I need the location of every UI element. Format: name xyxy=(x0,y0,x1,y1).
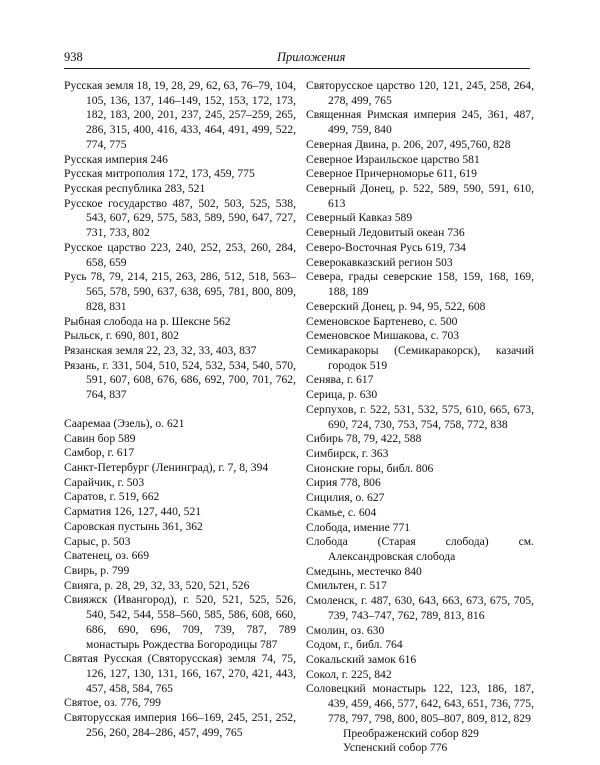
index-entry: Соловецкий монастырь 122, 123, 186, 187, 439, 459, 466, 577, 642, 643, 651, 736, 775, 778, 797, 798, 800, 805–807, 809, 812, 829 xyxy=(306,682,534,725)
index-entry: Северный Кавказ 589 xyxy=(306,211,413,225)
index-entry: Святорусское царство 120, 121, 245, 258, 264, 278, 499, 765 xyxy=(306,79,534,107)
index-entry: Санкт-Петербург (Ленинград), г. 7, 8, 394 xyxy=(64,460,269,474)
index-entry: Серпухов, г. 522, 531, 532, 575, 610, 665, 673, 690, 724, 730, 753, 754, 758, 772, 838 xyxy=(306,402,534,431)
index-entry: Рыльск, г. 690, 801, 802 xyxy=(64,329,179,343)
index-entry: Русское государство 487, 502, 503, 525, 538, 543, 607, 629, 575, 583, 589, 590, 647, 727, 731, 733, 802 xyxy=(64,196,296,240)
index-entry: Свирь, р. 799 xyxy=(64,564,130,577)
index-entry: Северский Донец, р. 94, 95, 522, 608 xyxy=(306,299,486,313)
index-entry: Севера, грады северские 158, 159, 168, 169, 188, 189 xyxy=(306,270,534,299)
index-entry: Смоленск, г. 487, 630, 643, 663, 673, 675, 705, 739, 743–747, 762, 789, 813, 816 xyxy=(306,594,534,622)
index-entry: Рыбная слобода на р. Шексне 562 xyxy=(64,314,231,328)
index-entry: Русская земля 18, 19, 28, 29, 62, 63, 76–79, 104, 105, 136, 137, 146–149, 152, 153, 172, 173, 182, 183, 200, 201, 237, 245, 257–259, 265, 286, 315, 400, 416, 433, 464, 491, 499, 522, 774, 775 xyxy=(64,79,296,151)
index-subentry: Успенский собор 776 xyxy=(343,741,448,755)
index-entry: Северо-Восточная Русь 619, 734 xyxy=(306,240,466,254)
index-entry: Русь 78, 79, 214, 215, 263, 286, 512, 518, 563–565, 578, 590, 637, 638, 695, 781, 800, 809, 828, 831 xyxy=(64,270,296,313)
index-entry: Свияжск (Ивангород), г. 520, 521, 525, 526, 540, 542, 544, 558–560, 585, 586, 608, 660, 686, 690, 696, 709, 739, 787, 789 монастырь Рождества Богородицы 787 xyxy=(64,593,296,651)
index-entry: Северокавказский регион 503 xyxy=(306,255,453,269)
header-rule xyxy=(64,68,530,69)
index-entry: Сарыс, р. 503 xyxy=(64,534,131,548)
index-entry: Смильтен, г. 517 xyxy=(306,579,387,593)
index-entry: Северное Израильское царство 581 xyxy=(306,152,480,166)
index-entry: Северный Ледовитый океан 736 xyxy=(306,226,465,240)
index-entry: Северный Донец, р. 522, 589, 590, 591, 610, 613 xyxy=(306,182,534,210)
index-entry: Сарматия 126, 127, 440, 521 xyxy=(64,505,202,519)
running-header-title: Приложения xyxy=(277,50,346,64)
index-entry: Сокальский замок 616 xyxy=(306,653,417,667)
index-entry: Слобода (Старая слобода) см. Александровская слобода xyxy=(306,535,534,563)
index-entry: Святое, оз. 776, 799 xyxy=(64,696,161,710)
index-entry: Содом, г., библ. 764 xyxy=(306,638,403,652)
index-subentry: Преображенский собор 829 xyxy=(343,726,479,740)
index-entry: Святая Русская (Святорусская) земля 74, 75, 126, 127, 130, 131, 166, 167, 270, 421, 443, 457, 458, 584, 765 xyxy=(64,652,296,695)
index-entry: Савин бор 589 xyxy=(64,431,136,445)
index-entry: Сарайчик, г. 503 xyxy=(64,475,145,489)
index-entry: Сенява, г. 617 xyxy=(306,373,374,387)
index-entry: Русская митрополия 172, 173, 459, 775 xyxy=(64,167,255,181)
index-entry: Серица, р. 630 xyxy=(306,388,378,402)
page-number: 938 xyxy=(64,50,83,64)
index-entry: Свияга, р. 28, 29, 32, 33, 520, 521, 526 xyxy=(64,578,250,592)
index-entry: Семеновское Бартенево, с. 500 xyxy=(306,314,458,328)
index-entry: Рязань, г. 331, 504, 510, 524, 532, 534, 540, 570, 591, 607, 608, 676, 686, 692, 700, 701, 762, 764, 837 xyxy=(64,358,296,402)
index-column-left xyxy=(64,79,296,741)
index-entry: Сирия 778, 806 xyxy=(306,476,381,490)
index-entry: Скамье, с. 604 xyxy=(306,505,377,519)
index-entry: Русская республика 283, 521 xyxy=(64,182,206,196)
index-entry: Сибирь 78, 79, 422, 588 xyxy=(306,432,422,446)
index-entry: Семикаракоры (Семикаракорск), казачий городок 519 xyxy=(306,343,534,372)
index-entry: Симбирск, г. 363 xyxy=(306,446,389,460)
index-entry: Русская империя 246 xyxy=(64,152,168,166)
index-entry: Сааремаа (Эзель), о. 621 xyxy=(64,416,185,430)
index-entry: Саровская пустынь 361, 362 xyxy=(64,519,203,533)
index-entry: Сионские горы, библ. 806 xyxy=(306,461,434,475)
index-entry: Смолин, оз. 630 xyxy=(306,623,385,637)
index-entry: Сокол, г. 225, 842 xyxy=(306,667,392,681)
index-column-right xyxy=(306,79,534,756)
index-entry: Северная Двина, р. 206, 207, 495,760, 828 xyxy=(306,137,511,151)
index-entry: Самбор, г. 617 xyxy=(64,446,135,460)
index-entry: Семеновское Мишакова, с. 703 xyxy=(306,329,460,343)
index-entry: Северное Причерноморье 611, 619 xyxy=(306,167,477,181)
index-entry: Сватенец, оз. 669 xyxy=(64,549,150,563)
index-entry: Смедынь, местечко 840 xyxy=(306,564,422,578)
index-entry: Святорусская империя 166–169, 245, 251, 252, 256, 260, 284–286, 457, 499, 765 xyxy=(64,711,296,739)
index-entry: Священная Римская империя 245, 361, 487, 499, 759, 840 xyxy=(306,108,534,137)
index-entry: Саратов, г. 519, 662 xyxy=(64,490,160,504)
index-entry: Сицилия, о. 627 xyxy=(306,491,385,505)
index-entry: Русское царство 223, 240, 252, 253, 260, 284, 658, 659 xyxy=(64,240,296,269)
index-entry: Рязанская земля 22, 23, 32, 33, 403, 837 xyxy=(64,343,257,357)
index-entry: Слобода, имение 771 xyxy=(306,520,411,534)
